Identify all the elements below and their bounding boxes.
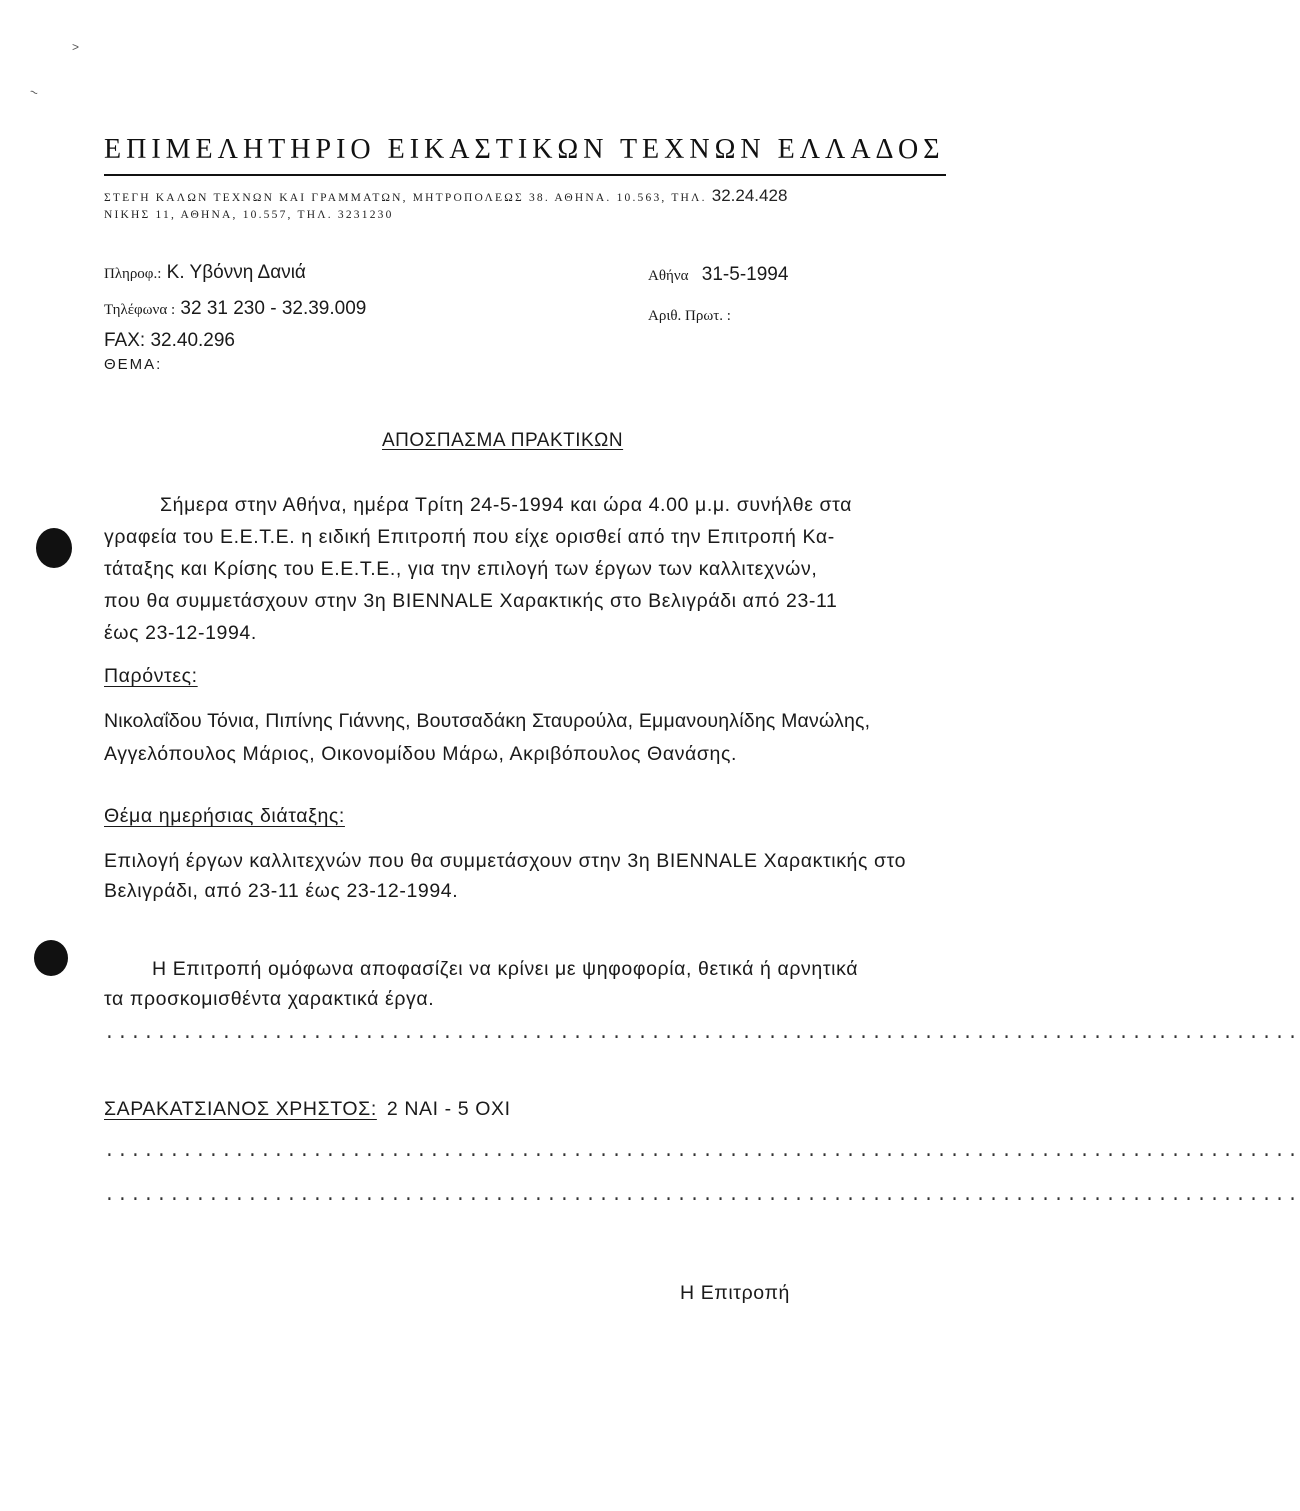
decision-line: τα προσκομισθέντα χαρακτικά έργα. [104, 988, 435, 1010]
address-line-1 [104, 186, 787, 206]
header-rule [104, 174, 946, 176]
punch-hole-icon [36, 528, 72, 568]
intro-line: γραφεία του Ε.Ε.Τ.Ε. η ειδική Επιτροπή που είχε ορισθεί από την Επιτροπή Κα- [104, 526, 835, 548]
fax-label: FAX: [104, 330, 146, 351]
address-phone: 32.24.428 [711, 186, 788, 205]
info-label: Πληροφ.: [104, 266, 162, 282]
dotted-separator: ............................................................................................ [104, 1024, 1300, 1044]
intro-line: που θα συμμετάσχουν στην 3η BIENNALE Χαρακτικής στο Βελιγράδι από 23-11 [104, 590, 838, 612]
scan-mark: ~ [27, 83, 41, 101]
intro-line: τάταξης και Κρίσης του Ε.Ε.Τ.Ε., για την επιλογή των έργων των καλλιτεχνών, [104, 558, 818, 580]
protocol-label: Αριθ. Πρωτ. : [648, 308, 731, 324]
phones-label: Τηλέφωνα : [104, 302, 176, 318]
info-value: Κ. Υβόννη Δανιά [166, 262, 306, 283]
date-value: 31-5-1994 [701, 264, 789, 285]
dotted-separator: ............................................................................................ [104, 1142, 1300, 1162]
date-row [648, 264, 788, 286]
present-line: Νικολαΐδου Τόνια, Πιπίνης Γιάννης, Βουτσαδάκη Σταυρούλα, Εμμανουηλίδης Μανώλης, [104, 710, 871, 732]
decision-line: Η Επιτροπή ομόφωνα αποφασίζει να κρίνει με ψηφοφορία, θετικά ή αρνητικά [152, 958, 859, 980]
agenda-line: Βελιγράδι, από 23-11 έως 23-12-1994. [104, 880, 459, 902]
agenda-label: Θέμα ημερήσιας διάταξης: [104, 805, 345, 827]
scan-mark: > [72, 40, 80, 54]
intro-line: έως 23-12-1994. [104, 622, 257, 644]
phones-value: 32 31 230 - 32.39.009 [180, 298, 367, 319]
vote-row [104, 1098, 511, 1121]
phones-row [104, 298, 366, 320]
present-line: Αγγελόπουλος Μάριος, Οικονομίδου Μάρω, Ακριβόπουλος Θανάσης. [104, 743, 738, 765]
vote-result: 2 ΝΑΙ - 5 ΟΧΙ [386, 1098, 511, 1120]
vote-name: ΣΑΡΑΚΑΤΣΙΑΝΟΣ ΧΡΗΣΤΟΣ: [104, 1098, 377, 1120]
subject-label: ΘΕΜΑ: [104, 356, 163, 373]
organization-title: ΕΠΙΜΕΛΗΤΗΡΙΟ ΕΙΚΑΣΤΙΚΩΝ ΤΕΧΝΩΝ ΕΛΛΑΔΟΣ [104, 134, 945, 165]
fax-row [104, 330, 235, 352]
date-label: Αθήνα [648, 268, 689, 284]
punch-hole-icon [34, 940, 68, 976]
info-row [104, 262, 306, 284]
present-label: Παρόντες: [104, 665, 198, 687]
address-line-2: ΝΙΚΗΣ 11, ΑΘΗΝΑ, 10.557, ΤΗΛ. 3231230 [104, 209, 394, 221]
intro-line: Σήμερα στην Αθήνα, ημέρα Τρίτη 24-5-1994 και ώρα 4.00 μ.μ. συνήλθε στα [160, 494, 853, 516]
protocol-row [648, 304, 731, 326]
signature: Η Επιτροπή [680, 1282, 790, 1304]
fax-value: 32.40.296 [150, 330, 235, 351]
agenda-line: Επιλογή έργων καλλιτεχνών που θα συμμετάσχουν στην 3η BIENNALE Χαρακτικής στο [104, 850, 907, 872]
address-text: ΣΤΕΓΗ ΚΑΛΩΝ ΤΕΧΝΩΝ ΚΑΙ ΓΡΑΜΜΑΤΩΝ, ΜΗΤΡΟΠΟΛΕΩΣ 38. ΑΘΗΝΑ. 10.563, ΤΗΛ. [104, 192, 707, 204]
document-heading: ΑΠΟΣΠΑΣΜΑ ΠΡΑΚΤΙΚΩΝ [382, 430, 624, 451]
dotted-separator: ............................................................................................ [104, 1186, 1300, 1206]
